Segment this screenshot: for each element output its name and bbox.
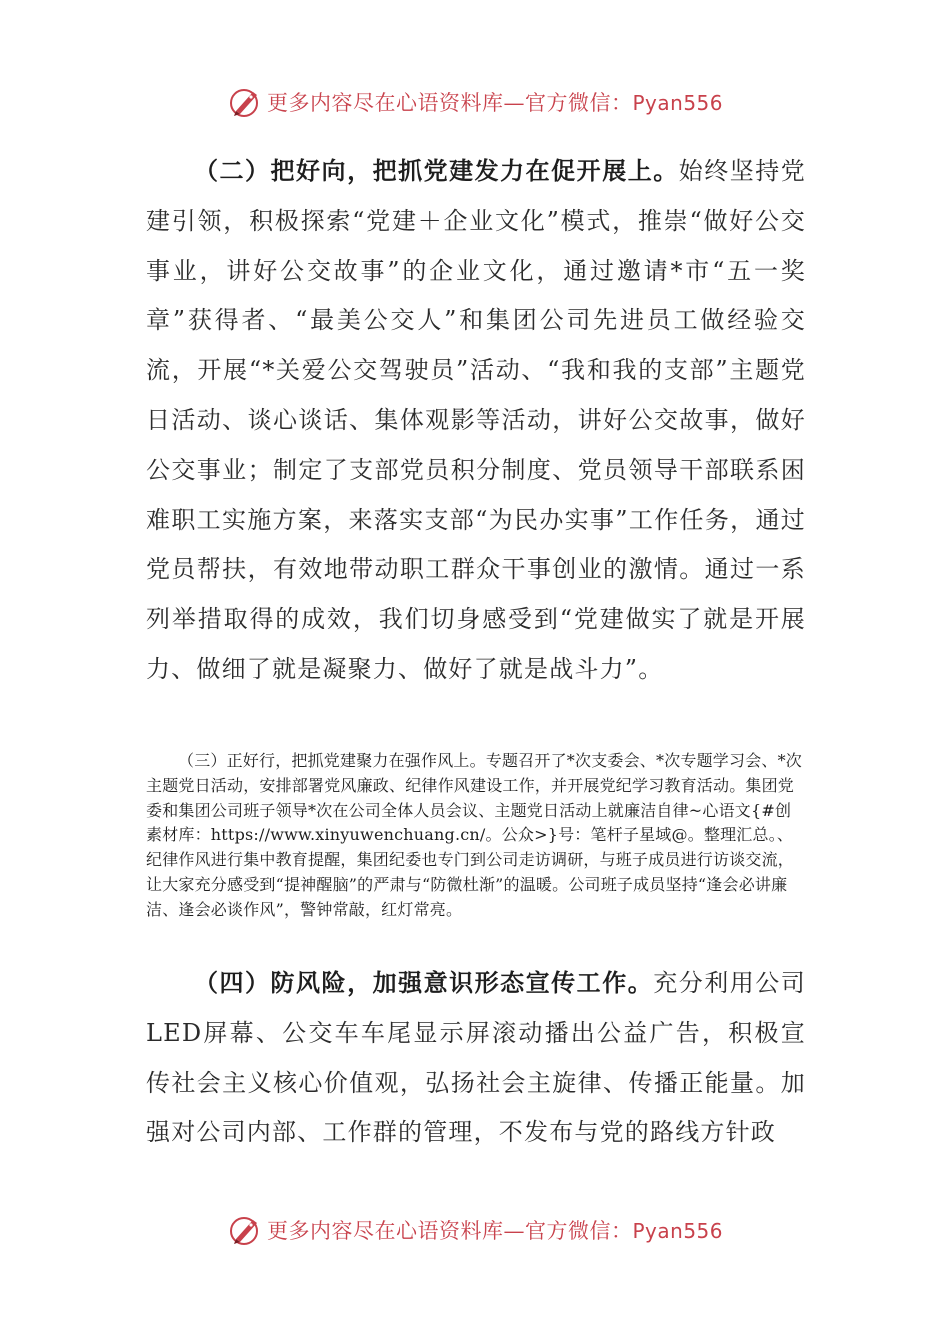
section-3-paragraph: （三）正好行，把抓党建聚力在强作风上。专题召开了*次支委会、*次专题学习会、*次主题党日活动，安排部署党风廉政、纪律作风建设工作，并开展党纪学习教育活动。集团党委和集团公司班子领导*次在公司全体人员会议、主题党日活动上就廉洁自律~心语文{#创素材库：https://www.xinyuwenchuang.cn/。公众>}号：笔杆子星域@。整理汇总。、纪律作风进行集中教育提醒，集团纪委也专门到公司走访调研，与班子成员进行访谈交流，让大家充分感受到“提神醒脑”的严肃与“防微杜渐”的温暖。公司班子成员坚持“逢会必讲廉洁、逢会必谈作风”，警钟常敲，红灯常亮。	[146, 751, 803, 919]
section-2-paragraph	[146, 146, 806, 695]
section-4-body: 充分利用公司LED屏幕、公交车车尾显示屏滚动播出公益广告，积极宣传社会主义核心价值观，弘扬社会主旋律、传播正能量。加强对公司内部、工作群的管理，不发布与党的路线方针政	[146, 969, 806, 1147]
section-2-body: 始终坚持党建引领，积极探索“党建＋企业文化”模式，推崇“做好公交事业，讲好公交故事”的企业文化，通过邀请*市“五一奖章”获得者、“最美公交人”和集团公司先进员工做经验交流，开展“*关爱公交驾驶员”活动、“我和我的支部”主题党日活动、谈心谈话、集体观影等活动，讲好公交故事，做好公交事业；制定了支部党员积分制度、党员领导干部联系困难职工实施方案，来落实支部“为民办实事”工作任务，通过党员帮扶，有效地带动职工群众干事创业的激情。通过一系列举措取得的成效，我们切身感受到“党建做实了就是开展力、做细了就是凝聚力、做好了就是战斗力”。	[146, 157, 806, 683]
watermark-banner-bottom	[0, 1210, 950, 1250]
watermark-id: Pyan556	[632, 1219, 723, 1243]
watermark-text: 更多内容尽在心语资料库—官方微信：	[266, 1219, 633, 1243]
watermark-text: 更多内容尽在心语资料库—官方微信：	[266, 91, 633, 115]
section-2-heading: （二）把好向，把抓党建发力在促开展上。	[194, 156, 679, 185]
pen-logo-icon	[227, 1212, 263, 1248]
watermark-id: Pyan556	[632, 91, 723, 115]
section-4-heading: （四）防风险，加强意识形态宣传工作。	[194, 968, 654, 997]
watermark-banner-top	[0, 82, 950, 122]
section-4-paragraph	[146, 958, 806, 1158]
pen-logo-icon	[227, 84, 263, 120]
